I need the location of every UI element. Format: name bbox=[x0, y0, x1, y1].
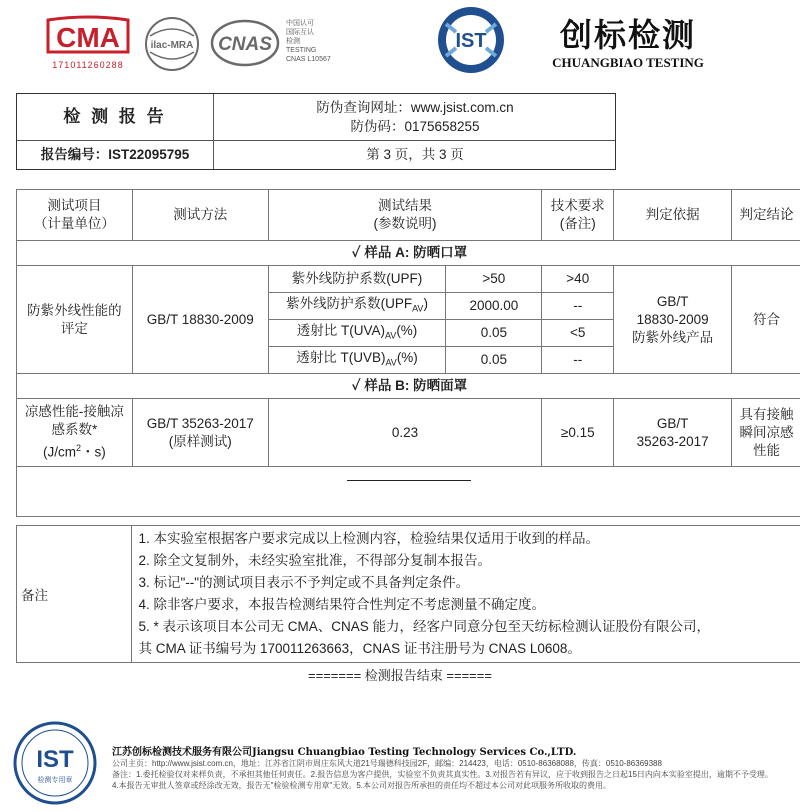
value-cell: >50 bbox=[446, 266, 542, 293]
footer-line: 备注：1.委托检验仅对来样负责，不承担其他任何责任。2.报告信息为客户提供，实验室不负责其真实性。3.对报告若有异议，应于收到报告之日起15日内向本实验室提出，逾期不予受理。 bbox=[112, 769, 792, 780]
sample-a-conclusion: 符合 bbox=[732, 266, 800, 374]
report-end: ======= 检测报告结束 ====== bbox=[0, 665, 800, 684]
col-method: 测试方法 bbox=[132, 190, 268, 241]
sample-b-req: ≥0.15 bbox=[542, 399, 614, 467]
cnas-logo bbox=[210, 18, 280, 68]
sample-b-basis: GB/T 35263-2017 bbox=[614, 399, 732, 467]
cma-number: 171011260288 bbox=[52, 60, 123, 70]
col-conclusion: 判定结论 bbox=[732, 190, 800, 241]
cma-text: CMA bbox=[56, 22, 120, 53]
sample-b-method: GB/T 35263-2017 (原样测试) bbox=[132, 399, 268, 467]
company-name-en: CHUANGBIAO TESTING bbox=[540, 55, 716, 71]
verify-url: 防伪查询网址：www.jsist.com.cn bbox=[213, 98, 617, 117]
sample-a-item: 防紫外线性能的 评定 bbox=[17, 266, 133, 374]
footer-line: 公司主页：http://www.jsist.com.cn，地址：江苏省江阴市周庄东风大道21号瑞德科技园2F，邮编：214423，电话：0510-86368088，传真：0510-86369388 bbox=[112, 758, 792, 769]
cma-logo bbox=[42, 14, 134, 72]
footer bbox=[112, 747, 792, 791]
ist-stamp bbox=[10, 720, 100, 806]
param-cell: 透射比 $T(UVB)_{AV}(\%)$ bbox=[268, 347, 446, 374]
report-title: 检 测 报 告 bbox=[17, 94, 213, 140]
results-table bbox=[16, 189, 800, 517]
note-item: 4. 除非客户要求，本报告检测结果符合性判定不考虑测量不确定度。 bbox=[132, 594, 800, 616]
sample-b-conclusion: 具有接触 瞬间凉感 性能 bbox=[732, 399, 800, 467]
value-cell: 2000.00 bbox=[446, 293, 542, 320]
sample-a-header: ✓ 样品 A: 防晒口罩 bbox=[17, 241, 800, 266]
col-requirement: 技术要求 (备注) bbox=[542, 190, 614, 241]
value-cell: 0.05 bbox=[446, 347, 542, 374]
footer-line: 4.本报告无审批人签章或经涂改无效，报告无"检验检测专用章"无效。5.本公司对报告所承担的责任均不超过本公司对此项服务所收取的费用。 bbox=[112, 780, 792, 791]
ist-logo bbox=[432, 4, 510, 76]
stamp-text: IST bbox=[36, 746, 74, 773]
param-cell: 紫外线防护系数(UPF) bbox=[268, 266, 446, 293]
note-item: 5. * 表示该项目本公司无 CMA、CNAS 能力，经客户同意分包至天纺标检测认证股份有限公司， bbox=[132, 616, 800, 638]
cnas-text: CNAS bbox=[218, 34, 272, 55]
table-row bbox=[17, 399, 800, 467]
note-item: 1. 本实验室根据客户要求完成以上检测内容，检验结果仅适用于收到的样品。 bbox=[132, 528, 800, 550]
notes-table bbox=[16, 525, 800, 663]
cnas-caption: 中国认可 国际互认 检测 TESTING CNAS L10567 bbox=[286, 19, 356, 64]
sample-a-method: GB/T 18830-2009 bbox=[132, 266, 268, 374]
note-item: 3. 标记"--"的测试项目表示不予判定或不具备判定条件。 bbox=[132, 572, 800, 594]
req-cell: >40 bbox=[542, 266, 614, 293]
note-item: 2. 除全文复制外，未经实验室批准，不得部分复制本报告。 bbox=[132, 550, 800, 572]
ist-text: IST bbox=[455, 30, 486, 52]
param-cell: 透射比 $T(UVA)_{AV}(\%)$ bbox=[268, 320, 446, 347]
note-item: 其 CMA 证书编号为 170011263663，CNAS 证书注册号为 CNAS L0608。 bbox=[132, 638, 800, 660]
req-cell: -- bbox=[542, 347, 614, 374]
req-cell: <5 bbox=[542, 320, 614, 347]
sample-a-basis: GB/T 18830-2009 防紫外线产品 bbox=[614, 266, 732, 374]
notes-label: 备注 bbox=[17, 526, 132, 663]
sample-b-value: 0.23 bbox=[268, 399, 542, 467]
col-basis: 判定依据 bbox=[614, 190, 732, 241]
col-result: 测试结果 (参数说明) bbox=[268, 190, 542, 241]
sample-b-header: ✓ 样品 B: 防晒面罩 bbox=[17, 374, 800, 399]
col-item: 测试项目 （计量单位） bbox=[17, 190, 133, 241]
report-header-box bbox=[16, 93, 616, 170]
ilac-mra-logo bbox=[144, 16, 200, 72]
end-divider bbox=[347, 480, 471, 481]
table-row bbox=[17, 266, 800, 293]
ilac-text: ilac-MRA bbox=[151, 40, 194, 51]
report-number: 报告编号：IST22095795 bbox=[17, 140, 213, 169]
page-info: 第 3 页，共 3 页 bbox=[213, 140, 617, 169]
company-name-cn: 创标检测 bbox=[540, 10, 716, 56]
table-header-row bbox=[17, 190, 800, 241]
sample-b-item: 凉感性能-接触凉 感系数* ($J/cm^2$・s) bbox=[17, 399, 133, 467]
req-cell: -- bbox=[542, 293, 614, 320]
verify-code: 防伪码：0175658255 bbox=[213, 117, 617, 136]
footer-title: 江苏创标检测技术服务有限公司Jiangsu Chuangbiao Testing Technology Services Co.,LTD. bbox=[112, 747, 792, 758]
blank-row bbox=[17, 467, 800, 517]
stamp-sub: 检测专用章 bbox=[38, 775, 73, 784]
value-cell: 0.05 bbox=[446, 320, 542, 347]
param-cell: 紫外线防护系数$(UPF_{AV})$ bbox=[268, 293, 446, 320]
